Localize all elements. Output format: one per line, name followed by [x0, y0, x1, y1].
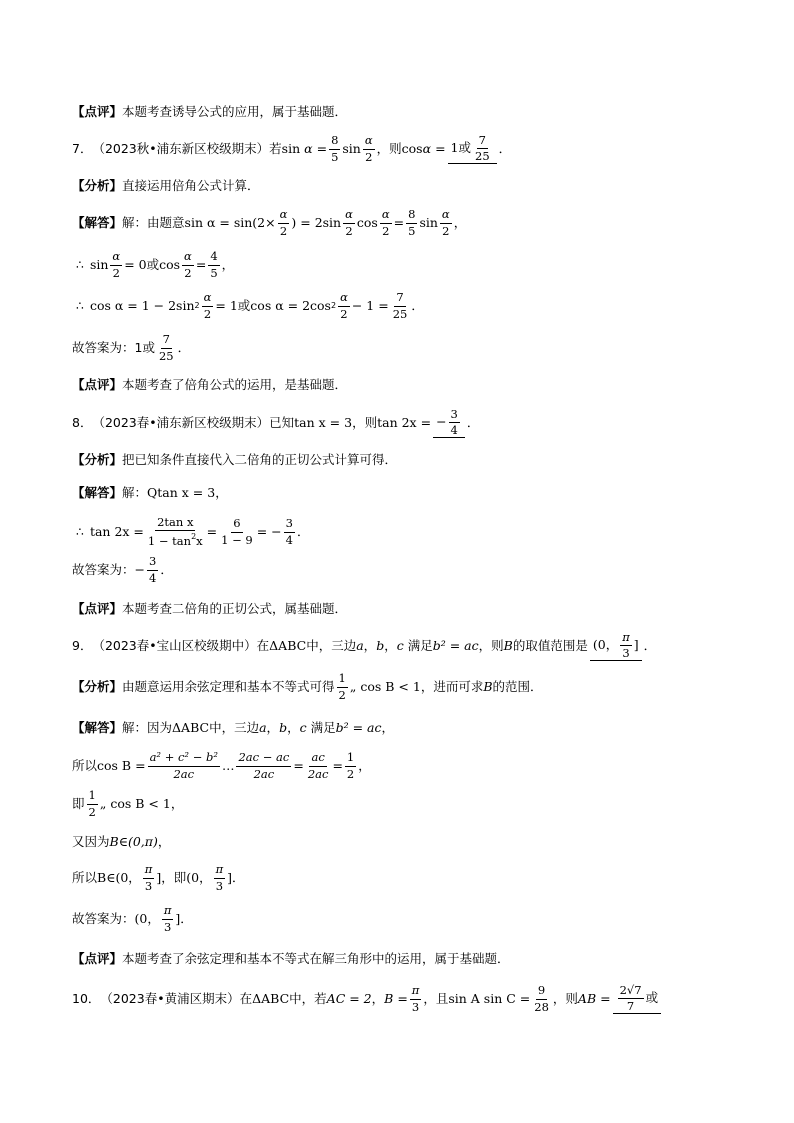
math-symbol: Q	[147, 484, 158, 500]
math-expr: B∈(0，	[97, 869, 141, 885]
fraction-pi-3: $\frac{\pi}{3}$	[163, 903, 172, 934]
math-var: c	[299, 719, 307, 735]
therefore-symbol: ∴	[76, 523, 84, 539]
math-expr: = 1或cos α = 2cos	[215, 297, 331, 313]
solution-tag: 【解答】	[72, 484, 123, 500]
stem-text: ，则	[376, 140, 402, 156]
solution-text: 又因为	[72, 833, 110, 849]
final-answer-q9	[72, 899, 754, 939]
answer-value: 1	[450, 140, 459, 156]
punct: ．	[160, 561, 173, 577]
final-value: (0，	[134, 910, 160, 926]
final-value: 1或	[134, 339, 155, 355]
solution-q8-line2	[76, 512, 754, 552]
final-answer-q7	[72, 328, 754, 368]
answer-blank	[433, 408, 465, 438]
math-leq: „	[349, 678, 357, 694]
stem-end: ．	[466, 414, 480, 430]
fraction-step-3: $\frac{ac}{2ac}$	[307, 750, 329, 781]
therefore-symbol: ∴	[76, 256, 84, 272]
fraction-1-2: $\frac{1}{2}$	[88, 788, 96, 819]
math-expr: b² = ac	[432, 637, 479, 653]
math-expr: ]．	[227, 869, 245, 885]
math-equals: =	[316, 140, 328, 156]
math-var: a	[356, 637, 364, 653]
fraction-law-of-cosines: $\frac{\text{a² + c² − b²}}{2ac}$	[149, 750, 218, 781]
stem-text: 已知	[269, 414, 295, 430]
math-expr: cos α = 1 − 2sin	[89, 297, 195, 313]
fraction-7-25: $\frac{7}{25}$	[392, 290, 408, 321]
solution-text: 即	[72, 795, 85, 811]
punct: ，	[363, 637, 377, 653]
analysis-tag: 【分析】	[72, 451, 123, 467]
math-var: a	[259, 719, 267, 735]
stem-text: ，则	[352, 414, 378, 430]
comment-tag: 【点评】	[72, 103, 123, 119]
math-sin: sin	[342, 140, 361, 156]
question-8	[72, 403, 754, 443]
question-number: 9．	[72, 637, 93, 653]
fraction-1-2: $\frac{1}{2}$	[338, 671, 346, 702]
math-expr: B∈(0,π)	[109, 833, 158, 849]
fraction-3-4: $\frac{3}{4}$	[450, 406, 458, 437]
math-sin: sin	[89, 256, 109, 272]
punct: ，	[371, 990, 385, 1006]
punct: ，	[358, 757, 371, 773]
comment-q8	[72, 589, 754, 629]
fraction-pi-3: $\frac{\pi}{3}$	[215, 862, 224, 893]
fraction-alpha-2: $\frac{\alpha}{2}$	[279, 207, 288, 238]
analysis-q7	[72, 166, 754, 206]
analysis-text: 直接运用倍角公式计算．	[122, 177, 260, 193]
stem-text: 中，若	[289, 990, 327, 1006]
fraction-6: $\frac{6}{1 - 9}$	[221, 516, 253, 547]
math-expr: b² = ac	[335, 719, 382, 735]
comment-text: 本题考查二倍角的正切公式，属基础题．	[122, 600, 348, 616]
answer-or: 或	[458, 140, 472, 156]
math-equals: =	[332, 757, 343, 773]
comment-text: 本题考查了倍角公式的运用，是基础题．	[122, 376, 348, 392]
math-alpha: α	[422, 140, 432, 156]
answer-minus: −	[436, 414, 447, 430]
fraction-8-5: $\frac{8}{5}$	[408, 207, 416, 238]
question-source: （2023春•黄浦区期末）	[100, 990, 240, 1006]
math-expr: ) = 2sin	[291, 214, 342, 230]
answer-blank	[590, 631, 642, 661]
math-equals: =	[206, 523, 218, 539]
fraction-alpha-2: $\frac{\alpha}{2}$	[345, 207, 353, 238]
punct: ，	[381, 719, 395, 735]
stem-text: ，则	[478, 637, 504, 653]
stem-text: 在	[239, 990, 253, 1006]
solution-q9-line2	[72, 746, 754, 786]
math-equals: =	[435, 140, 446, 156]
question-source: （2023春•宝山区校级期中）	[92, 637, 257, 653]
superscript: 2	[194, 301, 200, 310]
math-expr: tan x = 3	[294, 414, 353, 430]
solution-q9-line3	[72, 784, 754, 824]
analysis-text: 把已知条件直接代入二倍角的正切公式计算可得．	[122, 451, 398, 467]
math-expr: = −	[256, 523, 282, 539]
answer-value: ]	[633, 637, 639, 653]
stem-text: 满足	[407, 637, 433, 653]
punct: ，	[215, 484, 228, 500]
solution-text: 所以	[72, 757, 98, 773]
comment-text: 本题考查诱导公式的应用，属于基础题．	[122, 103, 348, 119]
comment-q6	[72, 92, 754, 132]
math-triangle: ΔABC	[269, 637, 307, 653]
question-number: 7．	[72, 140, 93, 156]
math-expr: tan x = 3	[157, 484, 216, 500]
answer-or: 或	[645, 990, 659, 1006]
fraction-pi-3: $\frac{\pi}{3}$	[622, 629, 630, 660]
math-equals: =	[293, 757, 304, 773]
punct: ，	[170, 795, 184, 811]
math-expr: tan 2x =	[377, 414, 432, 430]
solution-q7-line2	[76, 245, 754, 285]
math-expr: cos B < 1	[110, 795, 171, 811]
math-expr: = 0或cos	[124, 256, 181, 272]
fraction-3-4: $\frac{3}{4}$	[285, 516, 293, 547]
stem-text: 在	[256, 637, 270, 653]
fraction-2sqrt7-7: $\frac{2√7}{7}$	[619, 982, 642, 1013]
math-expr: cos B =	[97, 757, 146, 773]
fraction-alpha-2: $\frac{\alpha}{2}$	[340, 290, 348, 321]
punct: ．	[177, 339, 191, 355]
solution-text: 所以	[72, 869, 98, 885]
punct: ，	[157, 833, 171, 849]
punct: ，	[453, 214, 467, 230]
comment-text: 本题考查了余弦定理和基本不等式在解三角形中的运用，属于基础题．	[122, 950, 510, 966]
question-source: （2023春•浦东新区校级期末）	[92, 414, 270, 430]
math-cos: cos	[401, 140, 423, 156]
solution-text: 解：因为	[122, 719, 173, 735]
fraction-4-5: $\frac{4}{5}$	[210, 249, 218, 280]
punct: ，	[384, 637, 397, 653]
math-var: B	[503, 637, 513, 653]
stem-end: ．	[498, 140, 512, 156]
math-equals: =	[195, 256, 207, 272]
solution-text: 中，三边	[209, 719, 260, 735]
math-expr: AB =	[577, 990, 611, 1006]
solution-q9-line5	[72, 858, 754, 898]
comment-q9	[72, 939, 754, 979]
question-number: 10．	[72, 990, 101, 1006]
fraction-alpha-2: $\frac{\alpha}{2}$	[203, 290, 212, 321]
math-expr: AC = 2	[326, 990, 372, 1006]
answer-blank	[448, 134, 497, 164]
solution-text: 满足	[310, 719, 336, 735]
math-leq: „	[99, 795, 107, 811]
fraction-7-25: $\frac{7}{25}$	[158, 332, 174, 363]
final-label: 故答案为：	[72, 339, 135, 355]
math-alpha: α	[304, 140, 313, 156]
math-expr: − 1 =	[351, 297, 389, 313]
solution-text: 解：由题意	[122, 214, 185, 230]
math-expr: sin A sin C =	[448, 990, 531, 1006]
solution-q7-line3	[76, 286, 754, 326]
question-10	[72, 979, 754, 1019]
math-triangle: ΔABC	[172, 719, 210, 735]
question-number: 8．	[72, 414, 93, 430]
stem-text: 中，三边	[306, 637, 357, 653]
punct: ．	[296, 523, 310, 539]
answer-value: (0，	[592, 637, 619, 653]
fraction-tan-double: $\frac{\text{2tan x}}{1 - \tan^2x}$	[147, 514, 203, 548]
math-var: b	[279, 719, 288, 735]
punct: ，	[221, 256, 235, 272]
question-9	[72, 626, 754, 666]
fraction-pi-3: $\frac{\pi}{3}$	[411, 983, 420, 1014]
math-expr: B =	[384, 990, 408, 1006]
analysis-tag: 【分析】	[72, 678, 123, 694]
analysis-text: ，进而可求	[420, 678, 484, 694]
math-expr: cos B < 1	[360, 678, 421, 694]
analysis-text: 由题意运用余弦定理和基本不等式可得	[122, 678, 335, 694]
math-var: B	[483, 678, 493, 694]
therefore-symbol: ∴	[76, 297, 84, 313]
stem-text: ，则	[552, 990, 578, 1006]
final-answer-q8	[72, 550, 754, 590]
math-var: c	[396, 637, 404, 653]
solution-q9-line1	[72, 708, 754, 748]
fraction-3-4: $\frac{3}{4}$	[149, 554, 157, 585]
punct: ．	[411, 297, 424, 313]
answer-minus: −	[134, 561, 145, 577]
math-expr: sin α = sin(2×	[184, 214, 276, 230]
fraction-alpha-2: $\frac{\alpha}{2}$	[364, 133, 373, 164]
fraction-alpha-2: $\frac{\alpha}{2}$	[184, 249, 192, 280]
solution-text: 解：	[122, 484, 148, 500]
math-sin: sin	[281, 140, 301, 156]
question-7	[72, 129, 754, 169]
analysis-q9	[72, 667, 754, 707]
stem-text: ，且	[423, 990, 449, 1006]
fraction-alpha-2: $\frac{\alpha}{2}$	[381, 207, 390, 238]
math-expr: cos	[356, 214, 378, 230]
fraction-alpha-2: $\frac{\alpha}{2}$	[441, 207, 450, 238]
superscript: 2	[330, 301, 337, 310]
solution-tag: 【解答】	[72, 214, 123, 230]
math-expr: tan 2x =	[89, 523, 144, 539]
math-var: b	[376, 637, 385, 653]
comment-tag: 【点评】	[72, 600, 123, 616]
answer-blank	[613, 984, 661, 1014]
final-value: ]．	[175, 910, 193, 926]
math-expr: ]，即(0，	[156, 869, 212, 885]
fraction-7-25: $\frac{7}{25}$	[475, 132, 490, 163]
final-label: 故答案为：	[72, 910, 135, 926]
fraction-8-5: $\frac{8}{5}$	[331, 133, 339, 164]
punct: ，	[266, 719, 280, 735]
solution-q8-line1	[72, 473, 754, 513]
solution-q7-line1	[72, 203, 754, 243]
math-triangle: ΔABC	[252, 990, 290, 1006]
math-equals: =	[393, 214, 405, 230]
comment-tag: 【点评】	[72, 950, 123, 966]
solution-tag: 【解答】	[72, 719, 123, 735]
final-label: 故答案为：	[72, 561, 135, 577]
fraction-step-2: $\frac{2ac - ac}{2ac}$	[238, 750, 290, 781]
analysis-tag: 【分析】	[72, 177, 123, 193]
comment-q7	[72, 365, 754, 405]
math-geq: …	[221, 757, 235, 773]
solution-q9-line4	[72, 822, 754, 862]
stem-text: 的取值范围是	[512, 637, 588, 653]
stem-end: ．	[643, 637, 657, 653]
stem-text: 若	[269, 140, 282, 156]
fraction-9-28: $\frac{9}{28}$	[534, 983, 549, 1014]
analysis-text: 的范围．	[492, 678, 543, 694]
fraction-alpha-2: $\frac{\alpha}{2}$	[112, 249, 121, 280]
math-sin: sin	[419, 214, 438, 230]
fraction-1-2: $\frac{1}{2}$	[346, 750, 355, 781]
comment-tag: 【点评】	[72, 376, 123, 392]
punct: ，	[287, 719, 300, 735]
fraction-pi-3: $\frac{\pi}{3}$	[144, 862, 153, 893]
question-source: （2023秋•浦东新区校级期末）	[92, 140, 270, 156]
